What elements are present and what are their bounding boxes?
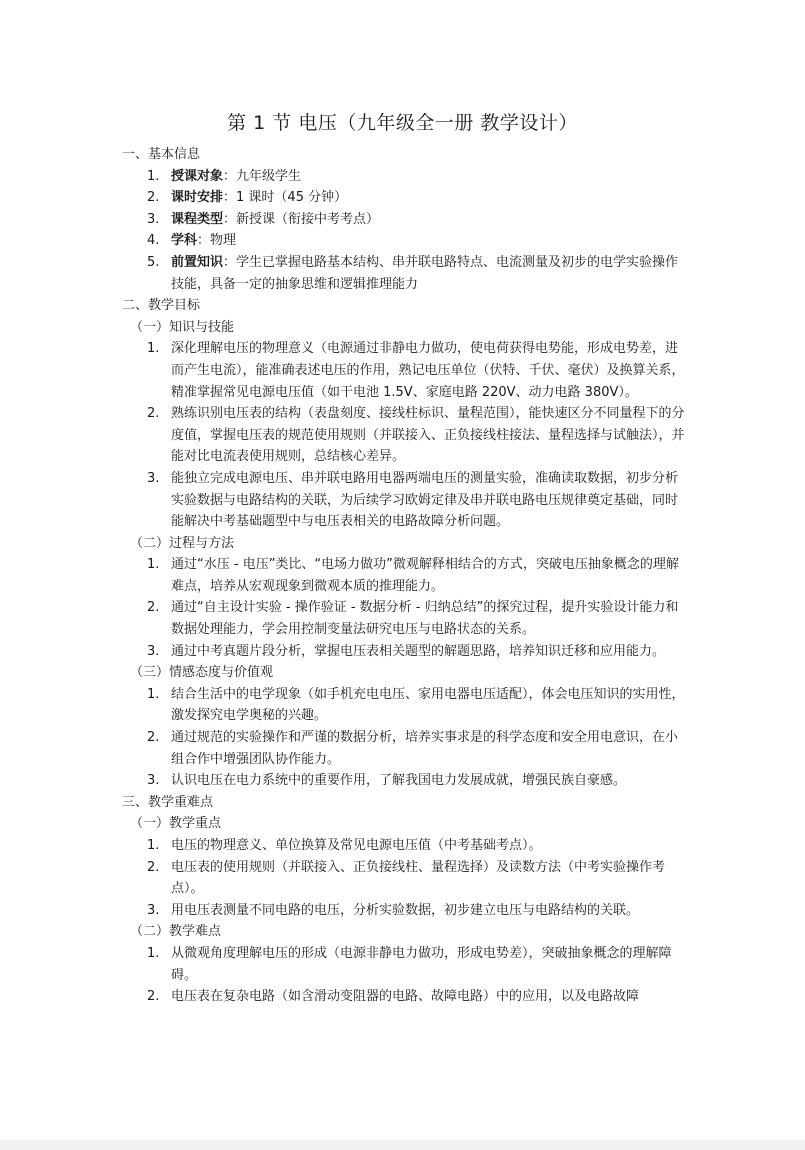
list-item — [122, 684, 687, 727]
item-text: 通过规范的实验操作和严谨的数据分析，培养实事求是的科学态度和安全用电意识，在小组合作中增强团队协作能力。 — [171, 730, 679, 767]
list-item — [122, 468, 687, 533]
item-number: 2. — [147, 730, 160, 746]
list-item — [122, 166, 687, 188]
list-item — [122, 641, 687, 663]
item-text: 电压表在复杂电路（如含滑动变阻器的电路、故障电路）中的应用，以及电路故障 — [171, 989, 640, 1005]
item-separator: ： — [197, 233, 211, 249]
item-label: 学科 — [171, 233, 198, 249]
difficult-points-list — [122, 943, 687, 1008]
list-item — [122, 338, 687, 403]
section-heading-basic-info: 一、基本信息 — [122, 147, 201, 162]
item-number: 3. — [147, 643, 160, 659]
item-text: 通过“水压 - 电压”类比、“电场力做功”微观解释相结合的方式，突破电压抽象概念的理解难点，培养从宏观现象到微观本质的推理能力。 — [171, 557, 679, 594]
item-text: 结合生活中的电学现象（如手机充电电压、家用电器电压适配），体会电压知识的实用性，激发探究电学奥秘的兴趣。 — [171, 686, 685, 724]
item-separator: ： — [223, 254, 237, 270]
subsection-heading-knowledge: （一）知识与技能 — [130, 319, 235, 335]
list-item — [122, 900, 687, 922]
item-label: 课时安排 — [171, 190, 224, 206]
item-number: 5. — [147, 254, 160, 270]
knowledge-list — [122, 338, 687, 532]
section-heading-goals: 二、教学目标 — [122, 298, 201, 314]
item-number: 1. — [147, 686, 160, 702]
item-value: 学生已掌握电路基本结构、串并联电路特点、电流测量及初步的电学实验操作技能，具备一定的抽象思维和逻辑推理能力 — [171, 254, 679, 292]
item-value: 九年级学生 — [236, 168, 302, 184]
list-item — [122, 770, 687, 792]
item-label: 前置知识 — [171, 254, 224, 270]
subsection-heading-key: （一）教学重点 — [130, 816, 222, 832]
list-item — [122, 252, 687, 295]
page-bottom-edge — [0, 1140, 805, 1150]
item-number: 1. — [147, 557, 160, 573]
list-item — [122, 857, 687, 900]
item-text: 用电压表测量不同电路的电压，分析实验数据，初步建立电压与电路结构的关联。 — [171, 902, 640, 918]
item-label: 课程类型 — [171, 211, 224, 227]
item-separator: ： — [223, 211, 237, 227]
list-item — [122, 554, 687, 597]
item-text: 认识电压在电力系统中的重要作用，了解我国电力发展成就，增强民族自豪感。 — [171, 773, 627, 789]
item-number: 2. — [147, 859, 160, 875]
item-number: 4. — [147, 233, 160, 249]
item-number: 2. — [147, 190, 160, 206]
item-text: 电压的物理意义、单位换算及常见电源电压值（中考基础考点）。 — [171, 838, 542, 853]
item-value: 物理 — [210, 233, 237, 249]
section-heading-keypoints: 三、教学重难点 — [122, 794, 214, 810]
item-number: 1. — [147, 341, 160, 357]
item-value: 1 课时（45 分钟） — [236, 190, 348, 206]
item-number: 3. — [147, 470, 160, 486]
item-separator: ： — [223, 190, 237, 206]
list-item — [122, 403, 687, 468]
item-text: 电压表的使用规则（并联接入、正负接线柱、量程选择）及读数方法（中考实验操作考点）。 — [171, 859, 666, 897]
item-number: 3. — [147, 211, 160, 227]
item-number: 1. — [147, 168, 160, 184]
item-text: 能独立完成电源电压、串并联电路用电器两端电压的测量实验，准确读取数据，初步分析实验数据与电路结构的关联，为后续学习欧姆定律及串并联电路电压规律奠定基础，同时能解决中考基础题型中与电压表相关的电路故障分析问题。 — [171, 470, 679, 530]
item-separator: ： — [223, 168, 237, 184]
list-item — [122, 597, 687, 640]
item-value: 新授课（衔接中考考点） — [236, 211, 380, 227]
item-number: 2. — [147, 600, 160, 616]
item-text: 通过“自主设计实验 - 操作验证 - 数据分析 - 归纳总结”的探究过程，提升实验设计能力和数据处理能力，学会用控制变量法研究电压与电路状态的关系。 — [171, 600, 679, 638]
item-label: 授课对象 — [171, 168, 224, 184]
document-body — [122, 144, 687, 1008]
item-number: 1. — [147, 945, 160, 961]
item-text: 熟练识别电压表的结构（表盘刻度、接线柱标识、量程范围），能快速区分不同量程下的分度值，掌握电压表的规范使用规则（并联接入、正负接线柱接法、量程选择与试触法），并能对比电流表使用规则，总结核心差异。 — [171, 406, 685, 465]
item-number: 3. — [147, 773, 160, 789]
process-list — [122, 554, 687, 662]
list-item — [122, 230, 687, 252]
list-item — [122, 835, 687, 857]
emotion-list — [122, 684, 687, 792]
item-number: 2. — [147, 406, 160, 422]
subsection-heading-emotion: （三）情感态度与价值观 — [130, 665, 274, 681]
document-title: 第 1 节 电压（九年级全一册 教学设计） — [227, 112, 578, 134]
item-number: 3. — [147, 902, 160, 918]
item-text: 从微观角度理解电压的形成（电源非静电力做功，形成电势差），突破抽象概念的理解障碍。 — [171, 945, 672, 983]
list-item — [122, 943, 687, 986]
list-item — [122, 986, 687, 1008]
subsection-heading-process: （二）过程与方法 — [130, 535, 235, 551]
item-text: 深化理解电压的物理意义（电源通过非静电力做功，使电荷获得电势能，形成电势差，进而产生电流），能准确表述电压的作用，熟记电压单位（伏特、千伏、毫伏）及换算关系，精准掌握常见电源电压值（如干电池 1.5V、家庭电路 220V、动力电路 380V）。 — [171, 341, 685, 400]
list-item — [122, 187, 687, 209]
list-item — [122, 209, 687, 231]
item-text: 通过中考真题片段分析，掌握电压表相关题型的解题思路，培养知识迁移和应用能力。 — [171, 643, 666, 659]
item-number: 2. — [147, 989, 160, 1005]
basic-info-list — [122, 166, 687, 296]
list-item — [122, 727, 687, 770]
key-points-list — [122, 835, 687, 921]
item-number: 1. — [147, 838, 160, 853]
subsection-heading-difficult: （二）教学难点 — [130, 924, 222, 940]
